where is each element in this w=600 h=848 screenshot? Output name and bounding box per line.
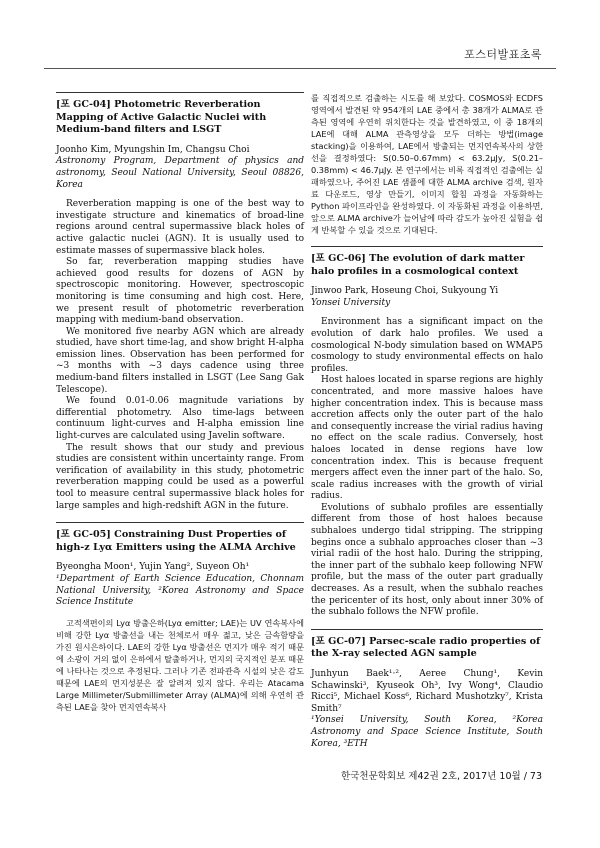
- abstract-divider: [311, 246, 543, 247]
- paragraph: Host haloes located in sparse regions are highly concentrated, and more massive haloes have higher concentration index. This is because mass accretion affects only the outer part of the halo and consequently increase the virial radius having no effect on the scale radius. Conversely, host haloes located in dense regions have low concentration index. This is because frequent mergers affect even the inner part of the halo. So, scale radius increases with the growth of virial radius.: [311, 375, 543, 502]
- paragraph: We monitored five nearby AGN which are already studied, have short time-lag, and show bright H-alpha emission lines. Observation has been performed for ~3 months with ~3 days cadence using three medium-band filters installed in LSGT (Lee Sang Gak Telescope).: [56, 326, 304, 395]
- paragraph: Evolutions of subhalo profiles are essentially different from those of host haloes because subhaloes undergo tidal stripping. The stripping begins once a subhalo approaches closer than ~3 virial radii of the host halo. During the stripping, the inner part of the subhalo keep following NFW profile, but the mass of the outer part gradually decreases. As a result, when the subhalo reaches the pericenter of its host, only about inner 30% of the subhalo follows the NFW profile.: [311, 502, 543, 618]
- abstract-title-gc04: [포 GC-04] Photometric Reverberation Mapping of Active Galactic Nuclei with Medium-band filters and LSGT: [56, 99, 267, 136]
- affiliation-gc07: ¹Yonsei University, South Korea, ²Korea Astronomy and Space Science Institute, South Korea, ³ETH: [311, 715, 543, 749]
- abstract-divider: [56, 92, 304, 93]
- paragraph: 고적색편이의 Lyα 방출은하(Lyα emitter; LAE)는 UV 연속복사에 비해 강한 Lyα 방출선을 내는 천체로서 매우 젊고, 낮은 금속함량을 가진 원시은하이다. LAE의 강한 Lyα 방출선은 먼지가 매우 적기 때문에 소광이 거의 없이 은하에서 탈출하거나, 먼지의 국지적인 분포 때문에 나타나는 것으로 추정된다. 그러나 기존 전파관측 시설의 낮은 감도 때문에 LAE의 먼지성분은 잘 알려져 있지 않다. 우리는 Atacama Large Millimeter/Submillimeter Array (ALMA)에 의해 우연히 관측된 LAE을 찾아 먼지연속복사: [56, 617, 304, 712]
- paragraph: So far, reverberation mapping studies have achieved good results for dozens of AGN by spectroscopic monitoring. However, spectroscopic monitoring is time consuming and high cost. Here, we present result of photometric reverberation mapping with medium-band observation.: [56, 257, 304, 326]
- abstract-title-gc06: [포 GC-06] The evolution of dark matter halo profiles in a cosmological context: [311, 253, 525, 277]
- authors-gc06: Jinwoo Park, Hoseung Choi, Sukyoung Yi: [311, 286, 499, 297]
- abstract-divider: [311, 629, 543, 630]
- abstract-title-gc07: [포 GC-07] Parsec-scale radio properties of the X-ray selected AGN sample: [311, 635, 541, 660]
- abstract-title-gc05: [포 GC-05] Constraining Dust Properties of high-z Lyα Emitters using the ALMA Archive: [56, 529, 296, 553]
- authors-gc04: Joonho Kim, Myungshin Im, Changsu Choi: [56, 144, 250, 155]
- affiliation-gc04: Astronomy Program, Department of physics and astronomy, Seoul National University, Seoul 08826, Korea: [56, 156, 304, 190]
- header-divider: [44, 68, 556, 69]
- abstract-divider: [56, 522, 304, 523]
- authors-gc07: Junhyun Baek¹·², Aeree Chung¹, Kevin Schawinski³, Kyuseok Oh³, Ivy Wong⁴, Claudio Ricci⁵, Michael Koss⁶, Richard Mushotzky⁷, Krista Smith⁷: [311, 669, 543, 714]
- authors-gc05: Byeongha Moon¹, Yujin Yang², Suyeon Oh¹: [56, 562, 250, 573]
- paragraph: Reverberation mapping is one of the best way to investigate structure and kinematics of broad-line regions around central supermassive black holes of active galactic nuclei (AGN). It is usually used to estimate masses of supermassive black holes.: [56, 199, 304, 256]
- paragraph: We found 0.01-0.06 magnitude variations by differential photometry. Also time-lags between continuum light-curves and H-alpha emission line light-curves are calculated using Javelin software.: [56, 396, 304, 442]
- right-column: [311, 92, 543, 758]
- paragraph-continued: 를 직접적으로 검출하는 시도를 해 보았다. COSMOS와 ECDFS 영역에서 발견된 약 954개의 LAE 중에서 총 38개가 ALMA로 관측된 영역에 우연히 위치한다는 것을 발견하였고, 이 중 18개의 LAE에 대해 ALMA 관측영상을 모두 더하는 방법(image stacking)을 이용하여, LAE에서 방출되는 먼지연속복사의 상한선을 결정하였다: S(0.50–0.67mm) < 63.2μJy, S(0.21–0.38mm) < 46.7μJy. 본 연구에서는 비록 직접적인 검출에는 실패하였으나, 주어진 LAE 샘플에 대한 ALMA archive 검색, 원자료 다운로드, 영상 만들기, 이미지 합침 과정을 자동화하는 Python 파이프라인을 완성하였다. 이 자동화된 과정을 이용하면, 앞으로 ALMA archive가 늘어남에 따라 감도가 높아진 실험을 쉽게 반복할 수 있을 것으로 기대된다.: [311, 93, 543, 235]
- page-footer: 한국천문학회보 제42권 2호, 2017년 10월 / 73: [341, 771, 542, 782]
- paragraph: Environment has a significant impact on the evolution of dark halo profiles. We used a cosmological N-body simulation based on WMAP5 cosmology to study environmental effects on halo profiles.: [311, 317, 543, 374]
- affiliation-gc05: ¹Department of Earth Science Education, Chonnam National University, ²Korea Astronomy and Space Science Institute: [56, 573, 304, 608]
- paragraph: The result shows that our study and previous studies are consistent within uncertainty range. From verification of availability in this study, photometric reverberation mapping could be used as a powerful tool to measure central supermassive black holes for large samples and high-redshift AGN in the future.: [56, 442, 304, 511]
- affiliation-gc06: Yonsei University: [311, 297, 391, 308]
- section-title: 포스터발표초록: [464, 48, 542, 61]
- left-column: [56, 92, 304, 713]
